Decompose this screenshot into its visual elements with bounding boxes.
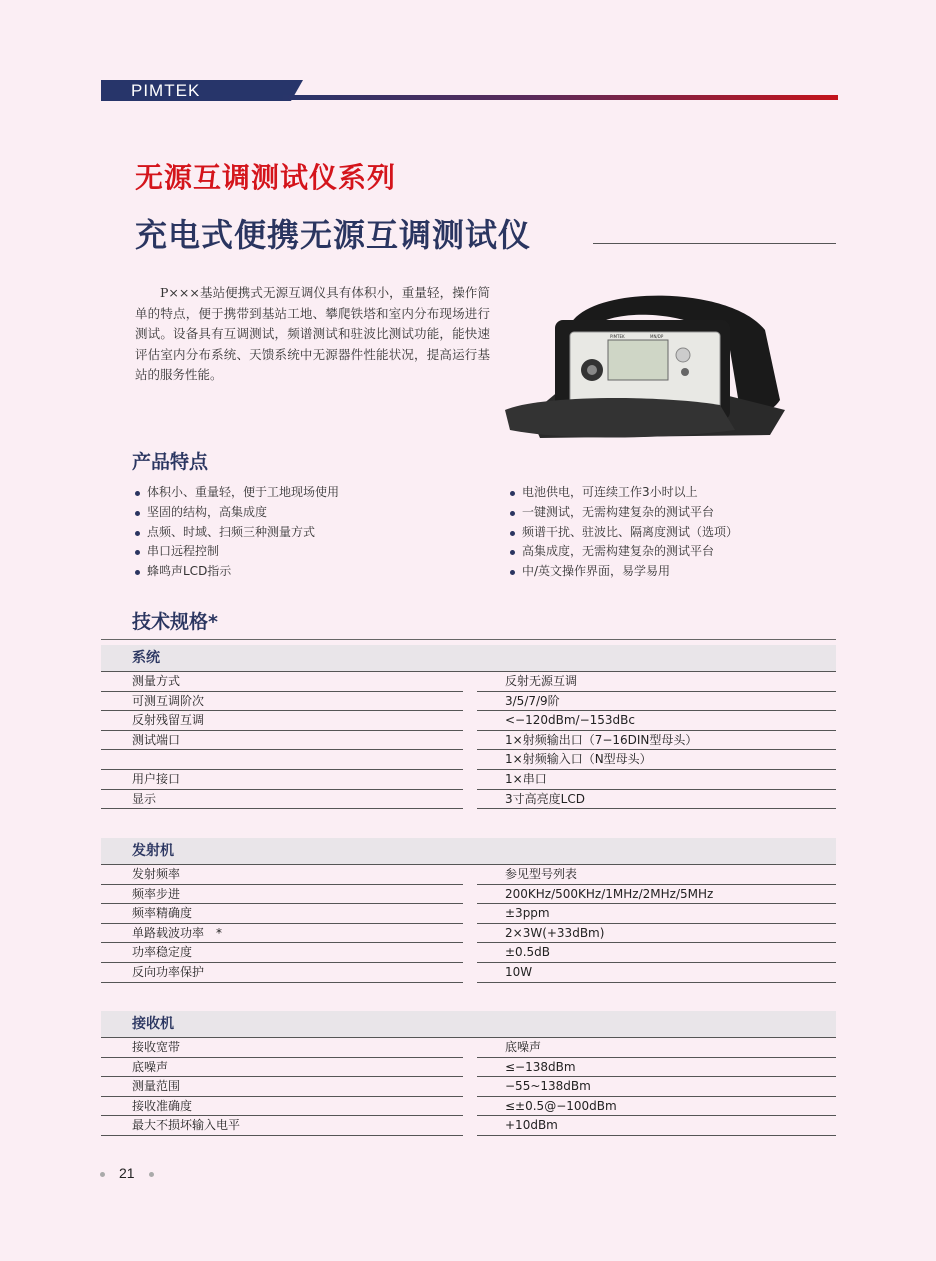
spec-row	[101, 790, 836, 810]
page-title: 充电式便携无源互调测试仪	[135, 216, 532, 254]
brand-divider	[281, 95, 838, 100]
spec-row	[101, 731, 836, 751]
feature-item: 高集成度，无需构建复杂的测试平台	[508, 542, 738, 562]
spec-row	[101, 865, 836, 885]
spec-row	[101, 692, 836, 712]
spec-key: 测试端口	[101, 731, 463, 751]
feature-item: 蜂鸣声LCD指示	[133, 562, 339, 582]
spec-key: 反射残留互调	[101, 711, 463, 731]
series-title: 无源互调测试仪系列	[135, 161, 397, 194]
spec-row	[101, 885, 836, 905]
spec-row	[101, 770, 836, 790]
spec-key: 用户接口	[101, 770, 463, 790]
spec-section-title: 系统	[101, 645, 836, 672]
specs-divider	[101, 639, 836, 640]
feature-item: 中/英文操作界面，易学易用	[508, 562, 738, 582]
spec-value: 1×串口	[477, 770, 836, 790]
spec-key: 频率步进	[101, 885, 463, 905]
title-divider	[593, 243, 836, 244]
feature-item: 频谱干扰、驻波比、隔离度测试（选项）	[508, 523, 738, 543]
feature-item: 电池供电，可连续工作3小时以上	[508, 483, 738, 503]
brand-name: PIMTEK	[101, 80, 291, 101]
device-brand: PIMTEK	[610, 334, 625, 339]
feature-item: 体积小、重量轻，便于工地现场使用	[133, 483, 339, 503]
spec-value: ±3ppm	[477, 904, 836, 924]
spec-key: 频率精确度	[101, 904, 463, 924]
spec-key: 最大不损坏输入电平	[101, 1116, 463, 1136]
spec-value: 3寸高亮度LCD	[477, 790, 836, 810]
spec-row	[101, 711, 836, 731]
spec-key: 显示	[101, 790, 463, 810]
bullet-icon	[100, 1172, 105, 1177]
spec-value: ≤±0.5@−100dBm	[477, 1097, 836, 1117]
spec-row	[101, 963, 836, 983]
spec-key: 功率稳定度	[101, 943, 463, 963]
spec-key: 单路载波功率 *	[101, 924, 463, 944]
features-heading: 产品特点	[132, 451, 209, 473]
spec-section-system	[101, 645, 836, 809]
spec-key: 反向功率保护	[101, 963, 463, 983]
feature-item: 一键测试，无需构建复杂的测试平台	[508, 503, 738, 523]
spec-key: 测量方式	[101, 672, 463, 692]
spec-value: 底噪声	[477, 1038, 836, 1058]
spec-value: −55~138dBm	[477, 1077, 836, 1097]
spec-key: 测量范围	[101, 1077, 463, 1097]
spec-key: 可测互调阶次	[101, 692, 463, 712]
spec-key: 接收宽带	[101, 1038, 463, 1058]
spec-value: ±0.5dB	[477, 943, 836, 963]
spec-row	[101, 1038, 836, 1058]
feature-item: 串口远程控制	[133, 542, 339, 562]
spec-value: 1×射频输入口（N型母头）	[477, 750, 836, 770]
bullet-icon	[149, 1172, 154, 1177]
feature-item: 坚固的结构，高集成度	[133, 503, 339, 523]
spec-section-transmitter	[101, 838, 836, 983]
spec-value: +10dBm	[477, 1116, 836, 1136]
features-list-right	[508, 483, 738, 582]
spec-value: 反射无源互调	[477, 672, 836, 692]
features-list-left	[133, 483, 339, 582]
spec-value: 200KHz/500KHz/1MHz/2MHz/5MHz	[477, 885, 836, 905]
spec-row	[101, 672, 836, 692]
spec-value: 参见型号列表	[477, 865, 836, 885]
spec-value: <−120dBm/−153dBc	[477, 711, 836, 731]
page-footer	[100, 1165, 154, 1182]
spec-key: 发射频率	[101, 865, 463, 885]
spec-key	[101, 750, 463, 770]
feature-item: 点频、时域、扫频三种测量方式	[133, 523, 339, 543]
spec-section-title: 发射机	[101, 838, 836, 865]
spec-row	[101, 750, 836, 770]
brand-header	[101, 80, 838, 101]
spec-value: 3/5/7/9阶	[477, 692, 836, 712]
specs-heading: 技术规格*	[132, 611, 218, 633]
spec-key: 底噪声	[101, 1058, 463, 1078]
device-model: MN/DP	[650, 334, 664, 339]
spec-row	[101, 1077, 836, 1097]
device-photo	[500, 290, 790, 440]
spec-value: 1×射频输出口（7−16DIN型母头）	[477, 731, 836, 751]
spec-value: 10W	[477, 963, 836, 983]
spec-row	[101, 904, 836, 924]
spec-section-title: 接收机	[101, 1011, 836, 1038]
spec-value: 2×3W(+33dBm)	[477, 924, 836, 944]
intro-paragraph: P×××基站便携式无源互调仪具有体积小，重量轻，操作简单的特点，便于携带到基站工地、攀爬铁塔和室内分布现场进行测试。设备具有互调测试，频谱测试和驻波比测试功能，能快速评估室内分布系统、天馈系统中无源器件性能状况，提高运行基站的服务性能。	[135, 285, 490, 382]
spec-row	[101, 1058, 836, 1078]
page-number: 21	[119, 1165, 135, 1181]
spec-row	[101, 924, 836, 944]
spec-row	[101, 1097, 836, 1117]
spec-key: 接收准确度	[101, 1097, 463, 1117]
spec-row	[101, 943, 836, 963]
spec-section-receiver	[101, 1011, 836, 1136]
spec-value: ≤−138dBm	[477, 1058, 836, 1078]
spec-row	[101, 1116, 836, 1136]
